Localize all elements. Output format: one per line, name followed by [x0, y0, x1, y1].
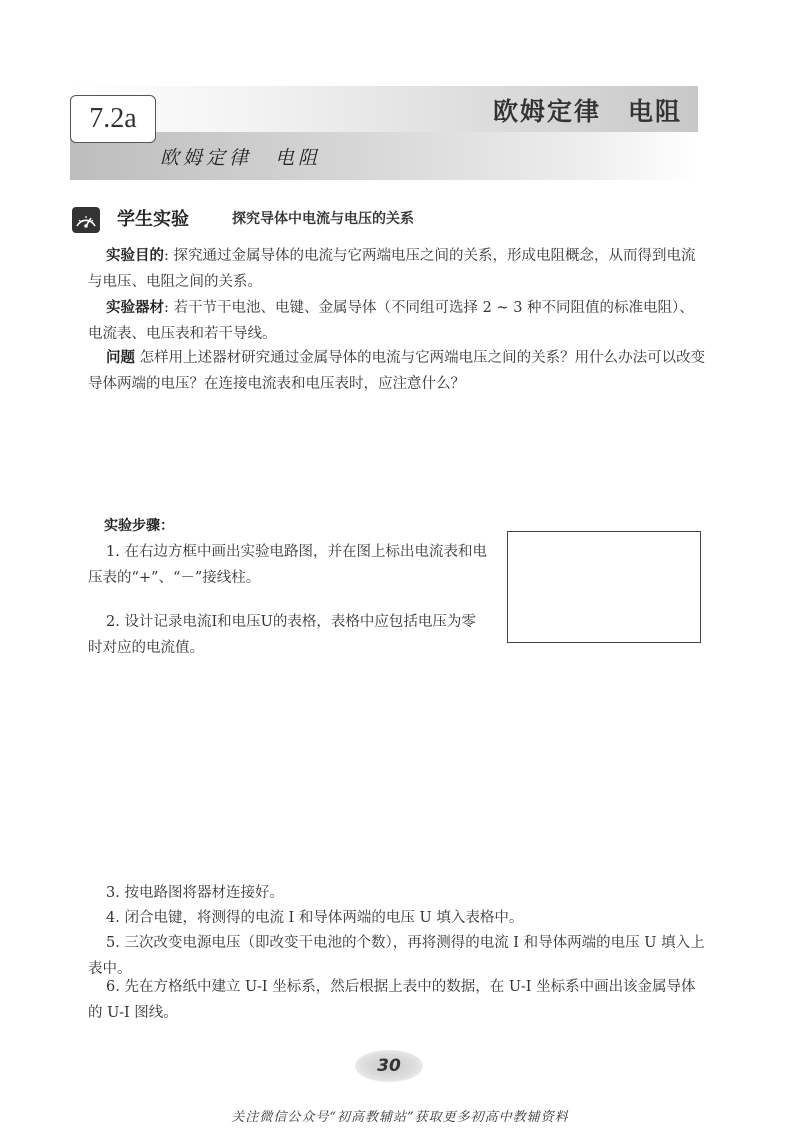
purpose-label: 实验目的 — [106, 248, 164, 264]
gauge-icon — [72, 207, 100, 233]
step-1: 1. 在右边方框中画出实验电路图，并在图上标出电流表和电压表的“+”、“－”接线柱。 — [88, 544, 487, 586]
section-number: 7.2a — [70, 95, 156, 143]
step-4: 4. 闭合电键，将测得的电流 I 和导体两端的电压 U 填入表格中。 — [106, 910, 524, 926]
step-3: 3. 按电路图将器材连接好。 — [106, 885, 284, 901]
purpose-text: : 探究通过金属导体的电流与它两端电压之间的关系，形成电阻概念，从而得到电流与电压、电阻之间的关系。 — [88, 248, 696, 290]
question-text: 怎样用上述器材研究通过金属导体的电流与它两端电压之间的关系？用什么办法可以改变导体两端的电压？在连接电流表和电压表时，应注意什么？ — [88, 350, 706, 392]
materials-label: 实验器材 — [106, 300, 164, 316]
question-paragraph — [88, 345, 708, 397]
materials-paragraph — [88, 295, 708, 347]
lab-subheading: 探究导体中电流与电压的关系 — [232, 211, 414, 227]
footer-note: 关注微信公众号“初高教辅站”获取更多初高中教辅资料 — [231, 1110, 569, 1125]
question-label: 问题 — [106, 350, 135, 366]
chapter-title: 欧姆定律 电阻 — [492, 97, 682, 126]
materials-text: : 若干节干电池、电键、金属导体（不同组可选择 2 ~ 3 种不同阻值的标准电阻）、电流表、电压表和若干导线。 — [88, 300, 694, 342]
lab-heading: 学生实验 — [117, 209, 189, 230]
steps-heading: 实验步骤： — [104, 518, 174, 534]
step-2: 2. 设计记录电流I和电压U的表格，表格中应包括电压为零时对应的电流值。 — [88, 614, 476, 656]
step-5: 5. 三次改变电源电压（即改变干电池的个数），再将测得的电流 I 和导体两端的电压 U 填入上表中。 — [88, 935, 705, 977]
page-number: 30 — [355, 1050, 423, 1082]
circuit-drawing-box — [507, 531, 701, 643]
step-6: 6. 先在方格纸中建立 U-I 坐标系，然后根据上表中的数据，在 U-I 坐标系中画出该金属导体的 U-I 图线。 — [88, 979, 696, 1021]
chapter-subtitle: 欧姆定律 电阻 — [160, 147, 322, 169]
purpose-paragraph — [88, 243, 708, 295]
